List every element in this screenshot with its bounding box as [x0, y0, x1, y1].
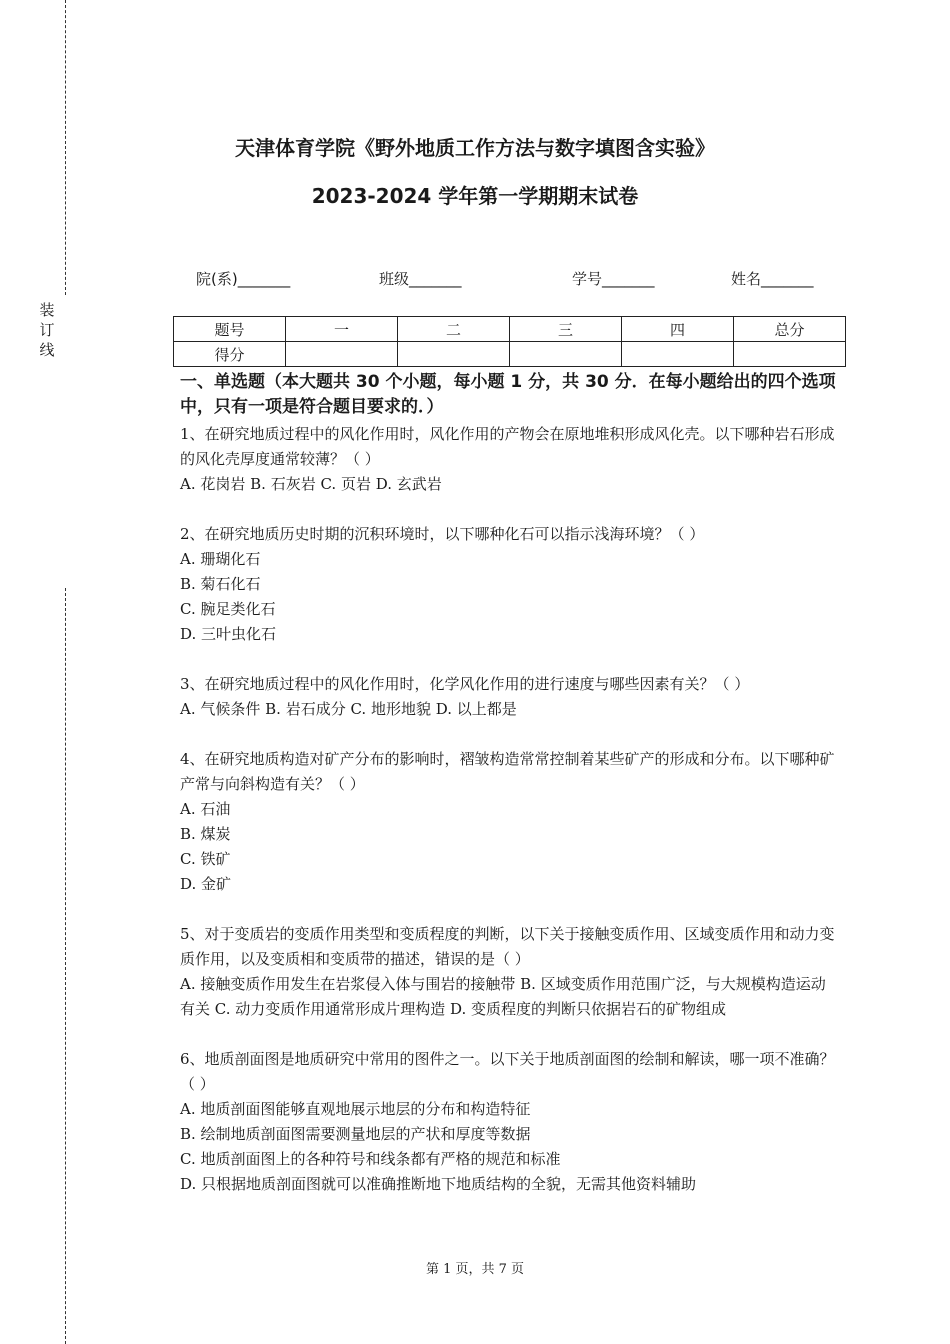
exam-subtitle: 2023-2024 学年第一学期期末试卷: [311, 184, 639, 208]
score-header-cell: 三: [510, 317, 622, 342]
page-footer: 第 1 页，共 7 页: [425, 1262, 525, 1277]
score-row-label: 得分: [174, 342, 286, 367]
binding-char: 线: [39, 341, 55, 359]
question-option: A. 接触变质作用发生在岩浆侵入体与围岩的接触带 B. 区域变质作用范围广泛，与大规模构造运动有关 C. 动力变质作用通常形成片理构造 D. 变质程度的判断只依据岩石的矿物组成: [180, 975, 826, 1018]
section-heading: 一、单选题（本大题共 30 个小题，每小题 1 分，共 30 分．在每小题给出的四个选项中，只有一项是符合题目要求的．）: [180, 372, 836, 417]
score-header-cell: 题号: [174, 317, 286, 342]
score-header-cell: 总分: [734, 317, 846, 342]
question-option: A. 气候条件 B. 岩石成分 C. 地形地貌 D. 以上都是: [180, 700, 517, 718]
question-option: D. 三叶虫化石: [180, 625, 277, 643]
question-option: A. 地质剖面图能够直观地展示地层的分布和构造特征: [180, 1100, 531, 1118]
question-5: [180, 922, 840, 1022]
name-field[interactable]: 姓名_______: [731, 270, 814, 288]
question-option: B. 绘制地质剖面图需要测量地层的产状和厚度等数据: [180, 1125, 531, 1143]
score-cell[interactable]: [622, 342, 734, 367]
score-cell[interactable]: [286, 342, 398, 367]
score-header-cell: 二: [398, 317, 510, 342]
question-3: [180, 672, 840, 722]
question-stem: 5、对于变质岩的变质作用类型和变质程度的判断，以下关于接触变质作用、区域变质作用和动力变质作用，以及变质相和变质带的描述，错误的是（ ）: [180, 925, 835, 968]
question-1: [180, 422, 840, 497]
question-option: C. 腕足类化石: [180, 600, 276, 618]
binding-char: 装: [39, 301, 55, 319]
question-4: [180, 747, 840, 897]
question-option: D. 金矿: [180, 875, 232, 893]
exam-content: [180, 370, 840, 1222]
class-field[interactable]: 班级_______: [379, 270, 462, 288]
question-option: A. 花岗岩 B. 石灰岩 C. 页岩 D. 玄武岩: [180, 475, 442, 493]
score-table-header-row: [174, 317, 846, 342]
score-cell[interactable]: [398, 342, 510, 367]
question-2: [180, 522, 840, 647]
score-table: [173, 316, 846, 367]
exam-title: 天津体育学院《野外地质工作方法与数字填图含实验》: [235, 136, 715, 160]
question-stem: 3、在研究地质过程中的风化作用时，化学风化作用的进行速度与哪些因素有关？（ ）: [180, 675, 750, 693]
question-option: D. 只根据地质剖面图就可以准确推断地下地质结构的全貌，无需其他资料辅助: [180, 1175, 697, 1193]
binding-label: [38, 300, 56, 360]
score-header-cell: 一: [286, 317, 398, 342]
question-option: A. 珊瑚化石: [180, 550, 261, 568]
question-stem: 6、地质剖面图是地质研究中常用的图件之一。以下关于地质剖面图的绘制和解读，哪一项不准确？（ ）: [180, 1050, 835, 1093]
score-cell[interactable]: [510, 342, 622, 367]
question-option: C. 铁矿: [180, 850, 231, 868]
student-id-field[interactable]: 学号_______: [572, 270, 655, 288]
question-option: C. 地质剖面图上的各种符号和线条都有严格的规范和标准: [180, 1150, 561, 1168]
question-stem: 4、在研究地质构造对矿产分布的影响时，褶皱构造常常控制着某些矿产的形成和分布。以下哪种矿产常与向斜构造有关？（ ）: [180, 750, 835, 793]
score-cell[interactable]: [734, 342, 846, 367]
binding-char: 订: [39, 321, 55, 339]
question-option: B. 煤炭: [180, 825, 231, 843]
question-option: A. 石油: [180, 800, 231, 818]
binding-dashed-line-bottom: [65, 588, 66, 1344]
question-6: [180, 1047, 840, 1197]
score-table-score-row: [174, 342, 846, 367]
question-stem: 2、在研究地质历史时期的沉积环境时，以下哪种化石可以指示浅海环境？（ ）: [180, 525, 705, 543]
question-option: B. 菊石化石: [180, 575, 261, 593]
score-header-cell: 四: [622, 317, 734, 342]
college-field[interactable]: 院(系)_______: [196, 270, 291, 288]
question-stem: 1、在研究地质过程中的风化作用时，风化作用的产物会在原地堆积形成风化壳。以下哪种岩石形成的风化壳厚度通常较薄？（ ）: [180, 425, 835, 468]
